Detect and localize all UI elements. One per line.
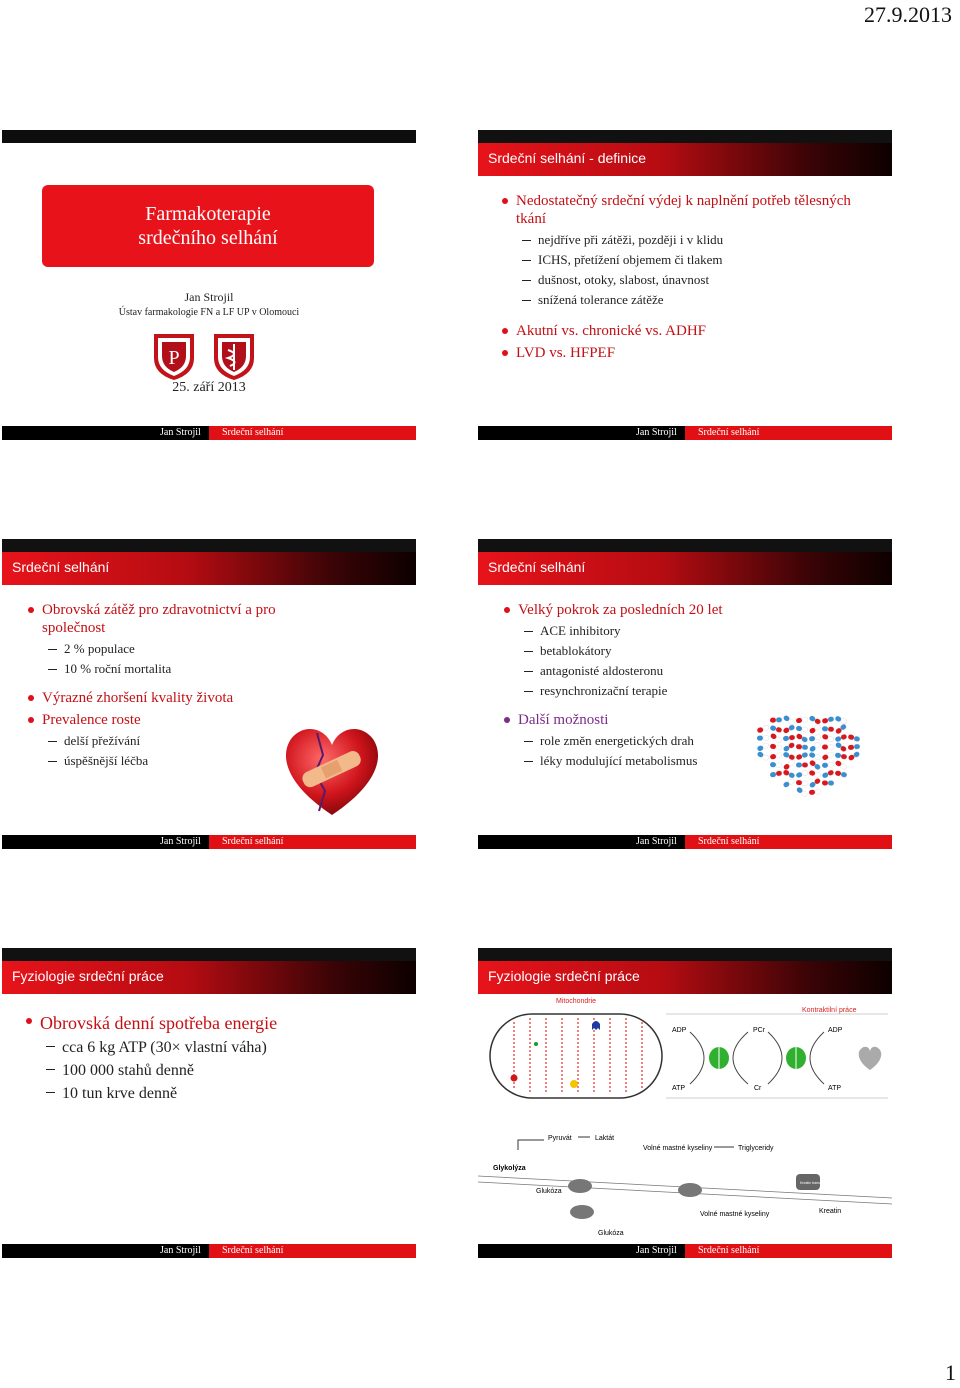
- label-laktat: Laktát: [595, 1135, 615, 1142]
- label-transporter: Kreatin transportér: [800, 1181, 829, 1185]
- page-number: 1: [945, 1360, 956, 1385]
- presentation-date: 25. září 2013: [172, 380, 246, 395]
- sub-bullet: 10 tun krve denně: [40, 1082, 406, 1105]
- lf-logo-icon: [214, 334, 254, 380]
- bullet-dalsi: Další možnosti role změn energetických drah léky modulující metabolismus: [504, 711, 804, 771]
- sub-bullet: ACE inhibitory: [518, 621, 804, 641]
- bullet-kvalita: Výrazné zhoršení kvality života: [28, 689, 328, 707]
- bandaged-heart-icon: [277, 715, 387, 825]
- slide-titlebar: [478, 948, 892, 994]
- bullet-energie: Obrovská denní spotřeba energie cca 6 kg ATP (30× vlastní váha) 100 000 stahů denně 10 tun krve denně: [26, 1012, 406, 1105]
- slide-topbar: [2, 130, 416, 143]
- slide-titlebar: [478, 130, 892, 176]
- label-pcr: PCr: [753, 1027, 766, 1034]
- transporter-2-icon: [678, 1183, 702, 1197]
- slide-footer: [478, 426, 892, 440]
- bullet-akutni: Akutní vs. chronické vs. ADHF: [502, 322, 882, 340]
- slide-definice: [478, 130, 892, 440]
- footer-topic: Srdeční selhání: [698, 427, 760, 438]
- slide-footer: [478, 835, 892, 849]
- bullet-prevalence: Prevalence roste delší přežívání úspěšnější léčba: [28, 711, 328, 771]
- label-atp-1: ATP: [672, 1085, 686, 1092]
- bullet-definition: Nedostatečný srdeční výdej k naplnění potřeb tělesných tkání nejdříve při zátěži, později i v klidu ICHS, přetížení objemem či tlakem dušnost, otoky, slabost, únavnost snížená tolerance zátěže: [502, 192, 882, 310]
- footer-topic: Srdeční selhání: [222, 427, 284, 438]
- sub-bullet: delší přežívání: [42, 731, 328, 751]
- bullet-lvd: LVD vs. HFPEF: [502, 344, 882, 362]
- footer-author: Jan Strojil: [636, 427, 677, 438]
- sub-bullet: ICHS, přetížení objemem či tlakem: [516, 250, 882, 270]
- label-glykolyza: Glykolýza: [493, 1165, 526, 1172]
- sub-bullet: dušnost, otoky, slabost, únavnost: [516, 270, 882, 290]
- slide-title: Srdeční selhání: [12, 559, 110, 575]
- title-line-1: Farmakoterapie: [145, 203, 271, 225]
- sub-bullet: cca 6 kg ATP (30× vlastní váha): [40, 1036, 406, 1059]
- sub-bullet: nejdříve při zátěži, později i v klidu: [516, 230, 882, 250]
- label-kreatin: Kreatin: [819, 1208, 842, 1215]
- label-mitochondrie: Mitochondrie: [556, 998, 597, 1005]
- footer-author: Jan Strojil: [636, 1245, 677, 1256]
- title-line-2: srdečního selhání: [138, 227, 278, 249]
- enzyme-ck-2-icon: [786, 1047, 806, 1069]
- label-triglyceridy: Triglyceridy: [738, 1145, 774, 1152]
- sub-bullet: 2 % populace: [42, 639, 328, 659]
- label-pyruvat: Pyruvát: [548, 1135, 572, 1142]
- label-atp-2: ATP: [828, 1085, 842, 1092]
- grey-heart-icon: [859, 1047, 882, 1070]
- slide-fyziologie-2: [478, 948, 892, 1258]
- footer-author: Jan Strojil: [636, 836, 677, 847]
- molecule-green-icon: [534, 1042, 538, 1046]
- slide-fyziologie-1: [2, 948, 416, 1258]
- pacman-icon: [570, 1080, 578, 1088]
- footer-topic: Srdeční selhání: [698, 1245, 760, 1256]
- energy-metabolism-diagram: [478, 994, 892, 1244]
- label-cr: Cr: [754, 1085, 762, 1092]
- slide-title: Srdeční selhání: [488, 559, 586, 575]
- molecule-red-icon: [511, 1075, 518, 1082]
- slide-title: Fyziologie srdeční práce: [488, 968, 640, 984]
- slide-titlebar: [2, 948, 416, 994]
- slide-footer: [2, 426, 416, 440]
- slide-footer: [478, 1244, 892, 1258]
- slide-selhani-1: [2, 539, 416, 849]
- sub-bullet: resynchronizační terapie: [518, 681, 804, 701]
- slide-footer: [2, 835, 416, 849]
- slide-selhani-2: [478, 539, 892, 849]
- sub-bullet: léky modulující metabolismus: [518, 751, 804, 771]
- institution: Ústav farmakologie FN a LF UP v Olomouci: [118, 307, 300, 318]
- transporter-3-icon: [570, 1205, 594, 1219]
- bullet-zatez: Obrovská zátěž pro zdravotnictví a pro společnost 2 % populace 10 % roční mortalita: [28, 601, 328, 679]
- slide-title: Fyziologie srdeční práce: [12, 968, 164, 984]
- sub-bullet: role změn energetických drah: [518, 731, 804, 751]
- sub-bullet: 100 000 stahů denně: [40, 1059, 406, 1082]
- enzyme-ck-1-icon: [709, 1047, 729, 1069]
- header-date: 27.9.2013: [864, 2, 952, 27]
- label-glukoza-2: Glukóza: [598, 1230, 624, 1237]
- footer-author: Jan Strojil: [160, 836, 201, 847]
- footer-author: Jan Strojil: [160, 427, 201, 438]
- svg-text:P: P: [168, 347, 180, 369]
- transporter-1-icon: [568, 1179, 592, 1193]
- sub-bullet: betablokátory: [518, 641, 804, 661]
- label-adp-1: ADP: [672, 1027, 687, 1034]
- slide-titlebar: [2, 539, 416, 585]
- up-logo-icon: [154, 334, 194, 380]
- footer-topic: Srdeční selhání: [222, 836, 284, 847]
- footer-author: Jan Strojil: [160, 1245, 201, 1256]
- label-volne-mastne-1: Volné mastné kyseliny: [643, 1145, 713, 1152]
- slide-footer: [2, 1244, 416, 1258]
- footer-topic: Srdeční selhání: [698, 836, 760, 847]
- slide-title: [2, 130, 416, 440]
- sub-bullet: snížená tolerance zátěže: [516, 290, 882, 310]
- slide-titlebar: [478, 539, 892, 585]
- footer-topic: Srdeční selhání: [222, 1245, 284, 1256]
- label-kontraktilni: Kontraktilní práce: [802, 1007, 857, 1014]
- label-glukoza-1: Glukóza: [536, 1188, 562, 1195]
- label-volne-mastne-2: Volné mastné kyseliny: [700, 1211, 770, 1218]
- pill-heart-icon: [744, 710, 872, 822]
- sub-bullet: antagonisté aldosteronu: [518, 661, 804, 681]
- bullet-pokrok: Velký pokrok za posledních 20 let ACE inhibitory betablokátory antagonisté aldosteronu resynchronizační terapie: [504, 601, 804, 701]
- title-box: [42, 185, 374, 267]
- label-adp-2: ADP: [828, 1027, 843, 1034]
- university-logos: [150, 330, 270, 382]
- sub-bullet: úspěšnější léčba: [42, 751, 328, 771]
- slide-title: Srdeční selhání - definice: [488, 150, 646, 166]
- sub-bullet: 10 % roční mortalita: [42, 659, 328, 679]
- author-name: Jan Strojil: [184, 290, 234, 304]
